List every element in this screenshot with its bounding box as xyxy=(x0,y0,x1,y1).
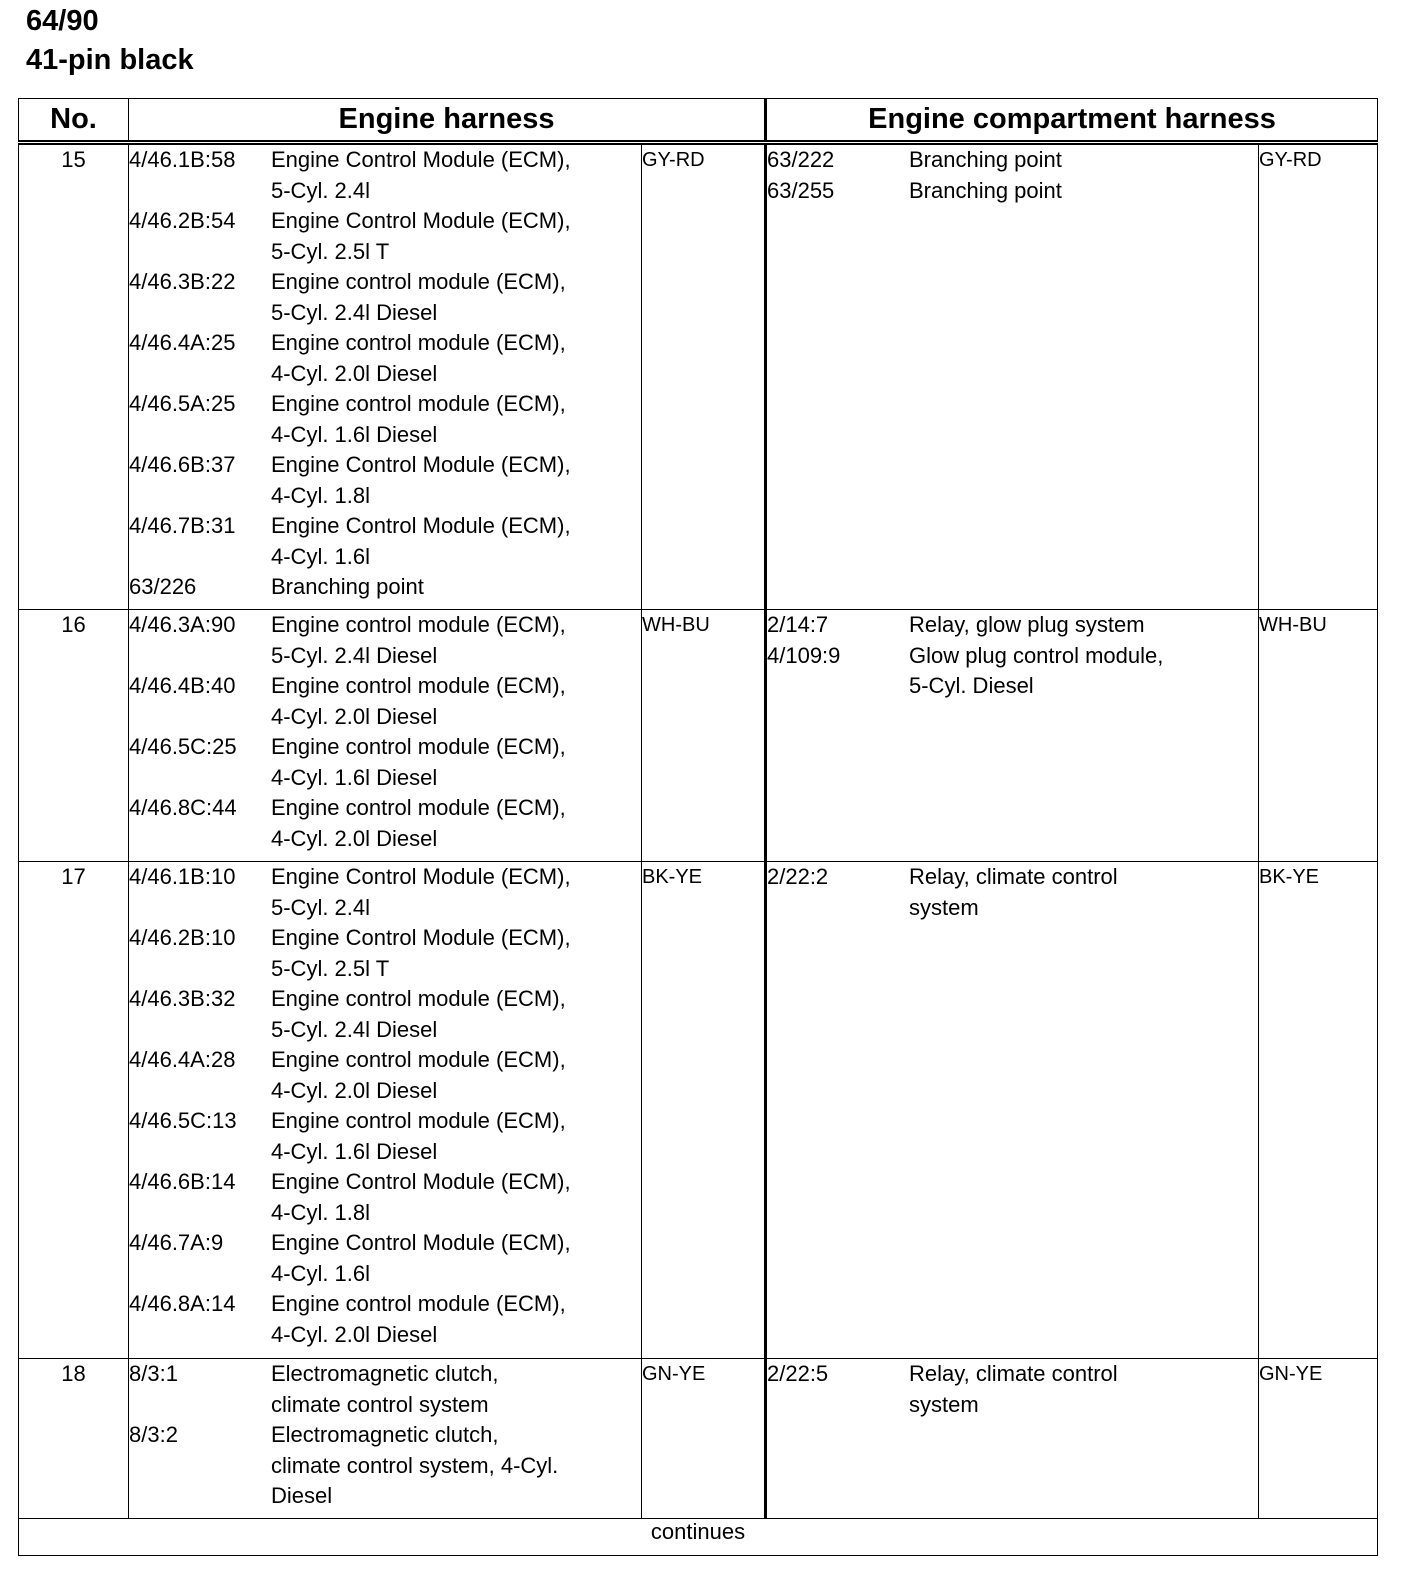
pin-number: 15 xyxy=(19,143,129,610)
pin-description: Engine control module (ECM), 4-Cyl. 1.6l Diesel xyxy=(271,391,566,447)
pin-code: 4/46.7B:31 xyxy=(129,513,236,538)
pin-entry xyxy=(129,984,641,1045)
engine-harness-pins xyxy=(129,610,642,862)
pin-code: 4/46.8C:44 xyxy=(129,795,237,820)
table-row xyxy=(19,1359,1378,1519)
pin-code: 4/46.3B:32 xyxy=(129,986,236,1011)
pin-number: 18 xyxy=(19,1359,129,1519)
pin-number: 17 xyxy=(19,862,129,1359)
pin-entry xyxy=(129,206,641,267)
pin-entry xyxy=(129,450,641,511)
pin-code: 4/46.4A:28 xyxy=(129,1047,236,1072)
pin-code: 4/46.2B:54 xyxy=(129,208,236,233)
pin-entry xyxy=(767,176,1258,207)
pin-code: 4/46.8A:14 xyxy=(129,1291,236,1316)
continues-note: continues xyxy=(19,1519,1378,1556)
pin-description: Branching point xyxy=(909,147,1062,172)
pin-entry xyxy=(129,267,641,328)
pin-code: 4/46.4A:25 xyxy=(129,330,236,355)
pin-description: Engine Control Module (ECM), 5-Cyl. 2.5l T xyxy=(271,208,571,264)
table-body xyxy=(19,143,1378,1556)
compartment-harness-pins xyxy=(766,610,1259,862)
pin-description: Engine Control Module (ECM), 5-Cyl. 2.5l T xyxy=(271,925,571,981)
pin-description: Engine control module (ECM), 4-Cyl. 2.0l Diesel xyxy=(271,330,566,386)
pin-code: 4/109:9 xyxy=(767,642,841,668)
pin-description: Glow plug control module, 5-Cyl. Diesel xyxy=(909,642,1164,698)
page-number: 64/90 xyxy=(26,5,99,37)
pin-description: Engine control module (ECM), 4-Cyl. 1.6l Diesel xyxy=(271,1108,566,1164)
pin-entry xyxy=(767,145,1258,176)
pin-code: 4/46.2B:10 xyxy=(129,925,236,950)
pin-code: 2/14:7 xyxy=(767,612,829,637)
header-no: No. xyxy=(19,99,129,143)
header-engine-compartment-harness: Engine compartment harness xyxy=(766,99,1378,143)
pin-description: Engine control module (ECM), 5-Cyl. 2.4l Diesel xyxy=(271,986,566,1042)
pin-entry xyxy=(129,1228,641,1289)
table-header-row xyxy=(19,99,1378,143)
table-row xyxy=(19,862,1378,1359)
pin-description: Engine Control Module (ECM), 4-Cyl. 1.6l xyxy=(271,513,571,569)
pin-description: Relay, glow plug system xyxy=(909,612,1145,637)
engine-harness-pins xyxy=(129,143,642,610)
pin-code: 4/46.4B:40 xyxy=(129,673,236,698)
footer-row xyxy=(19,1519,1378,1556)
pin-code: 4/46.3A:90 xyxy=(129,612,236,637)
pin-entry xyxy=(129,671,641,732)
pin-entry xyxy=(767,610,1258,641)
pin-entry xyxy=(129,1045,641,1106)
pin-entry xyxy=(129,610,641,671)
pin-description: Engine control module (ECM), 4-Cyl. 1.6l Diesel xyxy=(271,734,566,790)
pin-entry xyxy=(129,862,641,923)
pin-description: Electromagnetic clutch, climate control system, 4-Cyl. Diesel xyxy=(271,1422,559,1508)
pin-description: Engine Control Module (ECM), 5-Cyl. 2.4l xyxy=(271,147,571,203)
pin-description: Engine control module (ECM), 5-Cyl. 2.4l Diesel xyxy=(271,612,566,668)
compartment-harness-pins xyxy=(766,1359,1259,1519)
pin-entry xyxy=(129,511,641,572)
table-row xyxy=(19,610,1378,862)
pin-code: 4/46.1B:10 xyxy=(129,864,236,889)
pin-code: 4/46.1B:58 xyxy=(129,147,236,172)
pin-description: Branching point xyxy=(909,177,1062,203)
pin-code: 63/226 xyxy=(129,574,197,599)
pin-code: 4/46.3B:22 xyxy=(129,269,236,294)
connector-table xyxy=(18,98,1378,1556)
engine-harness-pins xyxy=(129,1359,642,1519)
pin-description: Engine Control Module (ECM), 4-Cyl. 1.8l xyxy=(271,1169,571,1225)
compartment-harness-wire-color: BK-YE xyxy=(1259,862,1378,1359)
pin-entry xyxy=(767,1359,1258,1420)
pin-entry xyxy=(767,862,1258,923)
pin-entry xyxy=(129,923,641,984)
pin-description: Engine Control Module (ECM), 4-Cyl. 1.6l xyxy=(271,1230,571,1286)
pin-code: 63/222 xyxy=(767,147,835,172)
pin-code: 4/46.5C:25 xyxy=(129,734,237,759)
engine-harness-wire-color: GY-RD xyxy=(642,143,766,610)
pin-code: 4/46.6B:14 xyxy=(129,1169,236,1194)
pin-entry xyxy=(129,793,641,854)
pin-entry xyxy=(129,145,641,206)
pin-entry xyxy=(129,1167,641,1228)
pin-entry xyxy=(129,1106,641,1167)
pin-description: Engine control module (ECM), 4-Cyl. 2.0l Diesel xyxy=(271,673,566,729)
pin-entry xyxy=(129,732,641,793)
pin-code: 2/22:2 xyxy=(767,864,829,889)
pin-entry xyxy=(129,328,641,389)
pin-code: 63/255 xyxy=(767,177,835,203)
compartment-harness-pins xyxy=(766,862,1259,1359)
pin-entry xyxy=(129,389,641,450)
compartment-harness-wire-color: GN-YE xyxy=(1259,1359,1378,1519)
pin-description: Engine Control Module (ECM), 4-Cyl. 1.8l xyxy=(271,452,571,508)
engine-harness-pins xyxy=(129,862,642,1359)
page-header xyxy=(26,2,194,80)
engine-harness-wire-color: BK-YE xyxy=(642,862,766,1359)
pin-code: 8/3:2 xyxy=(129,1422,178,1447)
pin-description: Electromagnetic clutch, climate control system xyxy=(271,1361,499,1417)
compartment-harness-pins xyxy=(766,143,1259,610)
header-engine-harness: Engine harness xyxy=(129,99,766,143)
pin-entry xyxy=(767,641,1258,702)
engine-harness-wire-color: GN-YE xyxy=(642,1359,766,1519)
pin-code: 4/46.7A:9 xyxy=(129,1230,224,1255)
pin-entry xyxy=(129,572,641,603)
pin-entry xyxy=(129,1359,641,1420)
pin-description: Engine control module (ECM), 4-Cyl. 2.0l Diesel xyxy=(271,1291,566,1347)
compartment-harness-wire-color: WH-BU xyxy=(1259,610,1378,862)
pin-description: Engine control module (ECM), 5-Cyl. 2.4l Diesel xyxy=(271,269,566,325)
engine-harness-wire-color: WH-BU xyxy=(642,610,766,862)
pin-code: 4/46.5C:13 xyxy=(129,1108,237,1133)
pin-code: 2/22:5 xyxy=(767,1361,829,1386)
pin-description: Branching point xyxy=(271,574,424,599)
pin-description: Engine control module (ECM), 4-Cyl. 2.0l Diesel xyxy=(271,795,566,851)
pin-number: 16 xyxy=(19,610,129,862)
pin-entry xyxy=(129,1420,641,1512)
pin-description: Engine control module (ECM), 4-Cyl. 2.0l Diesel xyxy=(271,1047,566,1103)
pin-code: 8/3:1 xyxy=(129,1361,178,1386)
connector-title: 41-pin black xyxy=(26,44,194,76)
pin-description: Relay, climate control system xyxy=(909,1361,1118,1417)
pin-code: 4/46.5A:25 xyxy=(129,391,236,416)
table-row xyxy=(19,143,1378,610)
pin-code: 4/46.6B:37 xyxy=(129,452,236,477)
pin-description: Relay, climate control system xyxy=(909,864,1118,920)
pin-description: Engine Control Module (ECM), 5-Cyl. 2.4l xyxy=(271,864,571,920)
compartment-harness-wire-color: GY-RD xyxy=(1259,143,1378,610)
pin-entry xyxy=(129,1289,641,1350)
